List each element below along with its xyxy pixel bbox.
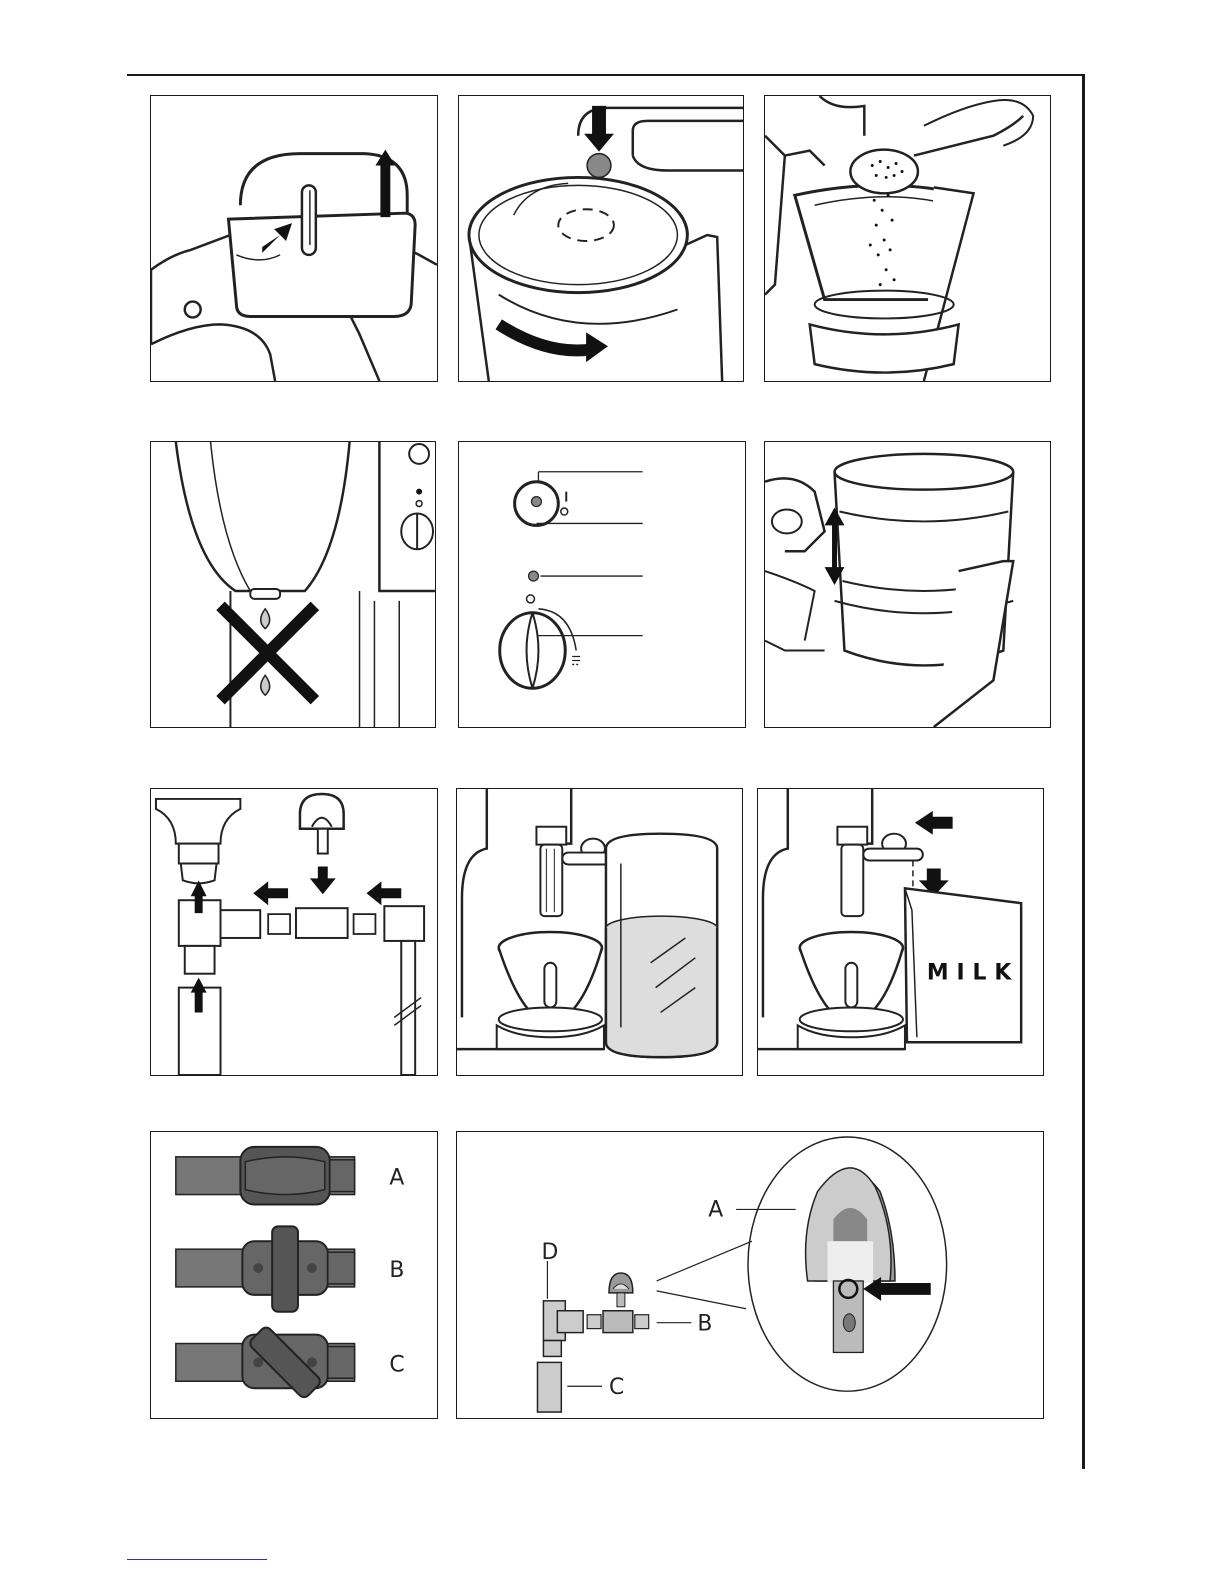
milk-carton-label: MILK: [926, 960, 1020, 986]
connector-view-b: [176, 1226, 404, 1311]
connector-view-a: [176, 1147, 405, 1205]
assembly-label-b: B: [697, 1311, 713, 1337]
figure-connector-positions: [150, 1131, 438, 1419]
figure-filter-holder-height: [764, 441, 1051, 728]
figure-water-tank-lift: [150, 95, 438, 382]
connector-label-a: A: [389, 1165, 405, 1191]
figure-filter-holder-rotate: [458, 95, 744, 382]
assembly-label-a: A: [708, 1197, 724, 1223]
figure-frother-parts: [456, 1131, 1044, 1419]
figure-no-drip-warning: [150, 441, 436, 728]
top-rule: [127, 74, 1084, 76]
figure-control-panel: [458, 441, 746, 728]
assembly-label-d: D: [541, 1240, 559, 1266]
connector-view-c: [176, 1325, 405, 1399]
connector-label-c: C: [389, 1352, 405, 1378]
connector-label-b: B: [389, 1257, 405, 1283]
assembly-label-c: C: [608, 1375, 625, 1401]
figure-frother-in-carton: [757, 788, 1044, 1076]
figure-milk-frother-assembly: [150, 788, 438, 1076]
figure-adding-coffee: [764, 95, 1051, 382]
right-rule: [1082, 74, 1085, 1469]
figure-frother-in-jug: [456, 788, 743, 1076]
footer-link-underline: [127, 1559, 267, 1560]
